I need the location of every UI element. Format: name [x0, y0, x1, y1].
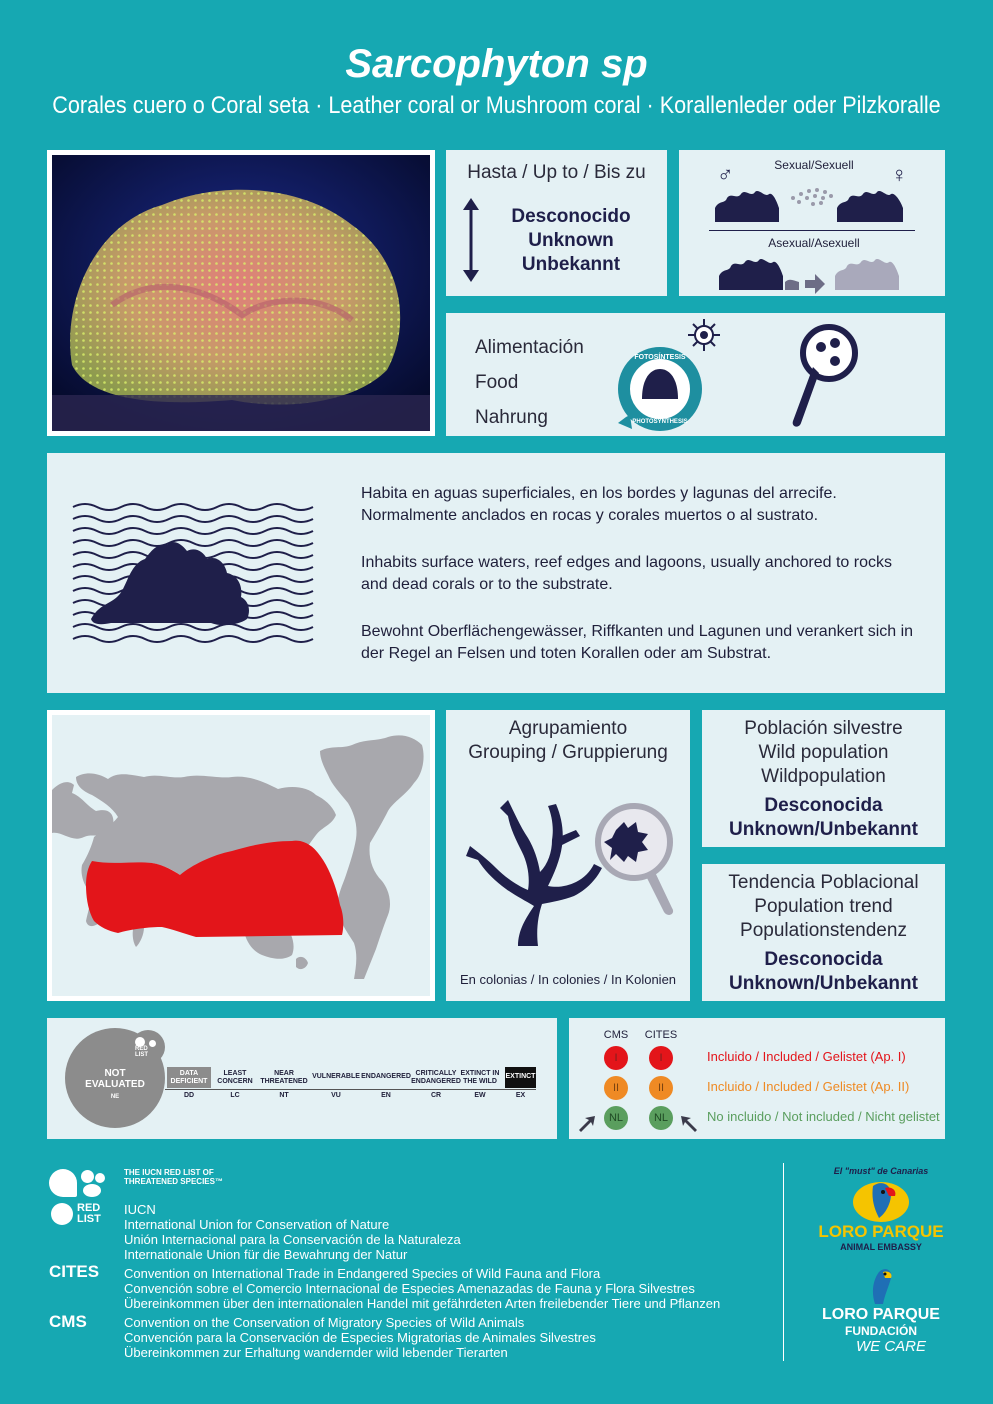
cites-column-label: CITES: [644, 1029, 678, 1041]
rl-code-vu: VU: [331, 1092, 341, 1099]
footer-divider: [783, 1163, 784, 1361]
legend-app2: Incluido / Included / Gelistet (Ap. II): [707, 1079, 910, 1094]
photosynthesis-icon: [616, 317, 726, 435]
rl-code-ew: EW: [474, 1092, 486, 1099]
wild-population-l1: Población silvestre: [744, 718, 903, 739]
size-value-es: Desconocido: [511, 206, 631, 227]
grouping-heading-en-de: Grouping / Gruppierung: [468, 742, 668, 763]
sexual-reproduction-icon: [709, 178, 919, 226]
cites-de: Übereinkommen über den internationalen Handel mit gefährdeten Arten freilebender Tiere und Pflanzen: [124, 1296, 721, 1311]
rl-code-en: EN: [381, 1092, 391, 1099]
height-arrow-icon: [462, 198, 480, 282]
food-label-es: Alimentación: [475, 337, 584, 358]
iucn-en: International Union for Conservation of Nature: [124, 1217, 390, 1232]
wild-population-l3: Wildpopulation: [761, 766, 886, 787]
wild-population-panel: [702, 710, 945, 847]
size-value: [486, 205, 656, 277]
red-list-scale: [165, 1067, 536, 1088]
iucn-de: Internationale Union für die Bewahrung der Natur: [124, 1247, 408, 1262]
red-list-axis: [165, 1089, 536, 1090]
iucn-logo-text: RED LIST: [77, 1202, 101, 1225]
loro-parque-tagline: El "must" de Canarias: [833, 1166, 929, 1176]
page-subtitle: Corales cuero o Coral seta · Leather coral or Mushroom coral · Korallenleder oder Pilzkoralle: [52, 92, 941, 119]
cms-app1-dot: I: [604, 1046, 628, 1070]
legend-app1: Incluido / Included / Gelistet (Ap. I): [707, 1049, 906, 1064]
food-panel: [446, 313, 945, 436]
iucn-logo-dot-3: [83, 1184, 101, 1197]
iucn-logo-dot-2: [95, 1173, 105, 1183]
habitat-text-de: Bewohnt Oberflächengewässer, Riffkanten und Lagunen und verankert sich in der Regel an Felsen und toten Korallen oder am Substrat.: [361, 623, 914, 662]
grouping-heading-es: Agrupamiento: [508, 718, 628, 739]
photosynthesis-badge-bottom: PHOTOSYNTHESIS: [632, 419, 688, 425]
reproduction-panel: [679, 150, 945, 296]
rl-cat-en: ENDANGERED: [361, 1073, 411, 1080]
red-list-status-code: NE: [110, 1094, 120, 1100]
red-list-status-line1: NOT: [104, 1068, 126, 1079]
iucn-logo: [49, 1169, 109, 1227]
iucn-block: [124, 1202, 764, 1262]
red-list-panel: [47, 1018, 557, 1139]
iucn-es: Unión Internacional para la Conservación de la Naturaleza: [124, 1232, 461, 1247]
loro-parque-fundacion-logo: [806, 1266, 956, 1366]
trend-l2: Population trend: [754, 896, 893, 917]
wild-population-value-es: Desconocida: [764, 795, 883, 816]
trend-value-es: Desconocida: [764, 949, 883, 970]
cms-block: [124, 1315, 764, 1360]
distribution-map: [52, 715, 430, 996]
grouping-caption: En colonias / In colonies / In Kolonien: [459, 972, 677, 987]
rl-code-nt: NT: [279, 1092, 289, 1099]
cms-en: Convention on the Conservation of Migratory Species of Wild Animals: [124, 1315, 525, 1330]
cites-pointer-arrow-icon: [679, 1116, 699, 1132]
wild-population-value-en-de: Unknown/Unbekannt: [729, 819, 918, 840]
rl-cat-dd: DATA DEFICIENT: [167, 1067, 211, 1088]
parrot-logo-icon: [851, 1178, 911, 1222]
size-value-en: Unknown: [528, 230, 614, 251]
red-list-status: [65, 1068, 165, 1103]
wild-population-l2: Wild population: [758, 742, 889, 763]
male-icon: ♂: [717, 162, 734, 187]
cms-cites-panel: [569, 1018, 945, 1139]
cites-app2-dot: II: [649, 1076, 673, 1100]
habitat-icon: [71, 493, 331, 651]
population-trend-value: [702, 948, 945, 996]
habitat-text: [361, 483, 921, 665]
cites-title: CITES: [49, 1262, 100, 1281]
rl-cat-ex: EXTINCT: [505, 1067, 536, 1088]
rl-cat-lc: LEAST CONCERN: [217, 1070, 253, 1085]
population-trend-panel: [702, 864, 945, 1001]
rl-code-ex: EX: [515, 1092, 526, 1099]
loro-parque-name: LORO PARQUE: [818, 1222, 944, 1241]
distribution-map-frame: [47, 710, 435, 1001]
cms-column-label: CMS: [603, 1029, 629, 1041]
cms-pointer-arrow-icon: [577, 1116, 597, 1132]
cms-app2-dot: II: [604, 1076, 628, 1100]
wild-population-value: [702, 794, 945, 842]
food-labels: [475, 330, 584, 435]
photosynthesis-badge-top: FOTOSÍNTESIS: [634, 354, 686, 361]
population-trend-heading: [702, 871, 945, 943]
asexual-reproduction-icon: [709, 250, 919, 296]
red-list-codes: [165, 1092, 536, 1102]
rl-code-dd: DD: [183, 1092, 195, 1099]
cms-de: Übereinkommen zur Erhaltung wandernder wild lebender Tierarten: [124, 1345, 508, 1360]
page-title: Sarcophyton sp: [345, 42, 648, 86]
cites-block: [124, 1266, 764, 1311]
rl-cat-nt: NEAR THREATENED: [260, 1070, 308, 1085]
fundacion-slogan: WE CARE: [855, 1338, 926, 1355]
loro-parque-logo: [806, 1166, 956, 1256]
cms-es: Convención para la Conservación de Especies Migratorias de Animales Silvestres: [124, 1330, 596, 1345]
iucn-logo-drop: [49, 1169, 77, 1197]
cms-title: CMS: [49, 1312, 87, 1331]
grouping-heading: [446, 717, 690, 765]
size-value-de: Unbekannt: [521, 254, 621, 275]
trend-value-en-de: Unknown/Unbekannt: [729, 973, 918, 994]
divider: [709, 230, 915, 231]
iucn-logo-dot-1: [81, 1170, 94, 1183]
trend-l1: Tendencia Poblacional: [728, 872, 919, 893]
size-heading: Hasta / Up to / Bis zu: [467, 162, 646, 183]
sexual-label: Sexual/Sexuell: [774, 158, 854, 172]
red-list-status-line2: EVALUATED: [85, 1079, 145, 1090]
fundacion-name: LORO PARQUE: [822, 1306, 940, 1323]
food-label-de: Nahrung: [475, 407, 548, 428]
female-icon: ♀: [891, 162, 908, 187]
coral-photo-frame: [47, 150, 435, 436]
wild-population-heading: [702, 717, 945, 789]
fundacion-parrot-icon: [861, 1266, 901, 1306]
rl-cat-vu: VULNERABLE: [312, 1073, 360, 1080]
colony-icon: [456, 790, 682, 950]
rl-code-cr: CR: [430, 1092, 442, 1099]
cites-app1-dot: I: [649, 1046, 673, 1070]
rl-cat-ew: EXTINCT IN THE WILD: [460, 1070, 500, 1085]
rl-cat-cr: CRITICALLY ENDANGERED: [411, 1070, 461, 1085]
cms-nl-dot: NL: [604, 1106, 628, 1130]
asexual-label: Asexual/Asexuell: [768, 236, 860, 250]
habitat-panel: [47, 453, 945, 693]
habitat-text-es: Habita en aguas superficiales, en los bordes y lagunas del arrecife. Normalmente anclados en rocas y corales muertos o al sustrato.: [361, 485, 837, 524]
red-list-logo-text: RED LIST: [135, 1046, 148, 1058]
iucn-tagline: THE IUCN RED LIST OF THREATENED SPECIES™: [124, 1168, 223, 1186]
food-label-en: Food: [475, 372, 519, 393]
size-panel: [446, 150, 667, 296]
legend-not-listed: No incluido / Not included / Nicht gelistet: [707, 1109, 940, 1124]
iucn-badge: [51, 1203, 73, 1225]
loro-parque-sub: ANIMAL EMBASSY: [840, 1242, 922, 1252]
fundacion-sub: FUNDACIÓN: [845, 1324, 917, 1338]
habitat-text-en: Inhabits surface waters, reef edges and lagoons, usually anchored to rocks and dead corals or to the substrate.: [361, 554, 892, 593]
plankton-magnifier-icon: [783, 323, 863, 429]
iucn-title: IUCN: [124, 1202, 156, 1217]
rl-code-lc: LC: [230, 1092, 240, 1099]
red-list-logo: [135, 1034, 161, 1060]
coral-photo: [52, 155, 430, 431]
cites-en: Convention on International Trade in Endangered Species of Wild Fauna and Flora: [124, 1266, 601, 1281]
trend-l3: Populationstendenz: [740, 920, 907, 941]
grouping-panel: [446, 710, 690, 1001]
cites-nl-dot: NL: [649, 1106, 673, 1130]
cites-es: Convención sobre el Comercio Internacional de Especies Amenazadas de Fauna y Flora Silvestres: [124, 1281, 695, 1296]
